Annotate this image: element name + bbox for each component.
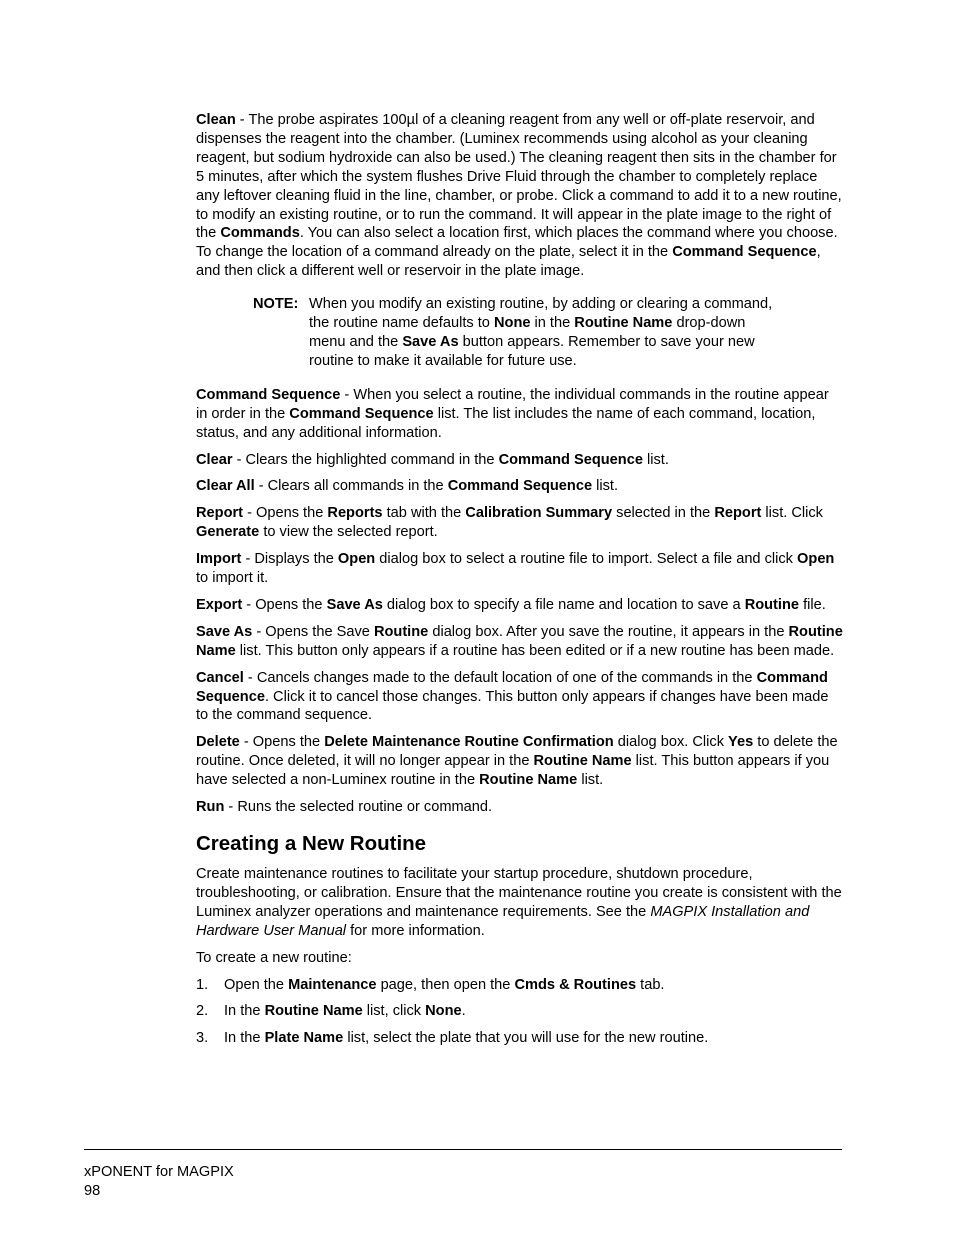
text-run: dialog box. After you save the routine, it appears in the bbox=[428, 623, 789, 640]
text-run: button appears. Remember to save your new routine to make it available for future use. bbox=[309, 333, 755, 369]
text-run: - The probe aspirates 100µl of a cleaning reagent from any well or off-plate reservoir, and dispenses the reagent into the chamber. (Luminex recommends using alcohol as your cleaning reagent, but sodium hydroxide can also be used.) The cleaning reagent then sits in the chamber for 5 minutes, after which the system flushes Drive Fluid through the chamber to completely replace any leftover cleaning fluid in the line, chamber, or probe. Click a command to add it to a new routine, to modify an existing routine, or to run the command. It will appear in the plate image to the right of the bbox=[196, 112, 842, 242]
bold-term: Command Sequence bbox=[498, 451, 643, 468]
section-heading: Creating a New Routine bbox=[196, 832, 427, 855]
text-run: - Displays the bbox=[241, 551, 338, 568]
bold-term: Routine Name bbox=[264, 1003, 363, 1020]
text-run: list. This button appears if you have selected a non-Luminex routine in the bbox=[196, 753, 830, 789]
definition-export bbox=[196, 596, 844, 615]
note-label: NOTE: bbox=[253, 296, 299, 313]
definition-delete bbox=[196, 733, 844, 790]
bold-term: Commands bbox=[220, 225, 300, 242]
bold-term: Import bbox=[196, 551, 242, 568]
text-run: - Cancels changes made to the default location of one of the commands in the bbox=[243, 669, 757, 686]
step-item bbox=[196, 1029, 844, 1048]
text-run: - Clears the highlighted command in the bbox=[232, 451, 499, 468]
text-run: list. bbox=[642, 451, 669, 468]
definition-report bbox=[196, 504, 844, 542]
text-run: tab. bbox=[636, 976, 665, 993]
text-run: In the bbox=[224, 1003, 265, 1020]
text-run: - When you select a routine, the individual commands in the routine appear in order in the bbox=[196, 386, 829, 422]
text-run: - Opens the bbox=[239, 734, 325, 751]
document-body bbox=[196, 111, 844, 1056]
bold-term: Clean bbox=[196, 112, 236, 128]
text-run: dialog box to select a routine file to import. Select a file and click bbox=[375, 551, 798, 568]
bold-term: Clear bbox=[196, 451, 233, 468]
bold-term: Report bbox=[196, 505, 244, 522]
text-run: list, select the plate that you will use for the new routine. bbox=[343, 1030, 709, 1047]
step-number: 1. bbox=[196, 976, 209, 993]
text-run: . Click it to cancel those changes. This button only appears if changes have been made to the command sequence. bbox=[196, 688, 829, 724]
text-run: - Clears all commands in the bbox=[254, 478, 448, 495]
definition-import bbox=[196, 550, 844, 588]
bold-term: Save As bbox=[326, 596, 383, 613]
page-number: 98 bbox=[84, 1182, 101, 1199]
bold-term: Save As bbox=[402, 333, 459, 350]
bold-term: Reports bbox=[327, 505, 383, 522]
bold-term: None bbox=[425, 1003, 462, 1020]
text-run: to delete the routine. Once deleted, it will no longer appear in the bbox=[196, 734, 838, 770]
step-number: 2. bbox=[196, 1003, 209, 1020]
text-run: - Opens the bbox=[242, 596, 327, 613]
text-run: list, click bbox=[362, 1003, 426, 1020]
bold-term: None bbox=[493, 315, 531, 332]
text-run: , and then click a different well or reservoir in the plate image. bbox=[196, 244, 821, 280]
bold-term: Open bbox=[337, 551, 376, 568]
text-run: in the bbox=[530, 315, 575, 332]
text-run: dialog box to specify a file name and location to save a bbox=[382, 596, 745, 613]
note-box bbox=[253, 295, 844, 371]
clean-paragraph bbox=[196, 111, 844, 281]
text-run: selected in the bbox=[612, 505, 715, 522]
definition-clear-all bbox=[196, 477, 844, 496]
bold-term: Routine Name bbox=[533, 753, 632, 770]
bold-term: Generate bbox=[196, 524, 260, 541]
text-run: page, then open the bbox=[376, 976, 515, 993]
bold-term: Routine Name bbox=[479, 772, 578, 789]
bold-term: Save As bbox=[196, 623, 253, 640]
page-footer bbox=[84, 1163, 234, 1200]
bold-term: Command Sequence bbox=[672, 244, 817, 261]
text-run: drop-down menu and the bbox=[309, 315, 746, 350]
text-run: list. This button only appears if a routine has been edited or if a new routine has been made. bbox=[235, 642, 835, 659]
text-run: - Opens the bbox=[243, 505, 328, 522]
text-run: Create maintenance routines to facilitate your startup procedure, shutdown procedure, troubleshooting, or calibration. Ensure that the maintenance routine you create is consistent with the Luminex analyzer operations and maintenance requirements. See the bbox=[196, 866, 842, 920]
text-run: file. bbox=[799, 596, 826, 613]
text-run: Open the bbox=[224, 976, 289, 993]
definition-command-sequence bbox=[196, 386, 844, 443]
text-run: . You can also select a location first, which places the command where you choose. To change the location of a command already on the plate, select it in the bbox=[196, 225, 838, 261]
bold-term: Yes bbox=[728, 734, 754, 751]
text-run: - Runs the selected routine or command. bbox=[224, 799, 493, 816]
bold-term: Plate Name bbox=[264, 1030, 344, 1047]
bold-term: Report bbox=[714, 505, 762, 522]
definition-cancel bbox=[196, 669, 844, 726]
text-run: for more information. bbox=[346, 922, 485, 939]
bold-term: Delete bbox=[196, 734, 240, 751]
text-run: list. The list includes the name of each command, location, status, and any additional information. bbox=[196, 405, 816, 441]
step-item bbox=[196, 976, 844, 995]
step-number: 3. bbox=[196, 1030, 209, 1047]
bold-term: Run bbox=[196, 799, 225, 816]
note-text bbox=[309, 295, 779, 371]
text-run: to import it. bbox=[196, 570, 269, 587]
bold-term: Maintenance bbox=[288, 976, 377, 993]
text-run: list. Click bbox=[761, 505, 823, 522]
bold-term: Calibration Summary bbox=[465, 505, 613, 522]
text-run: list. bbox=[592, 478, 619, 495]
step-text bbox=[224, 1029, 708, 1048]
text-run: - Opens the Save bbox=[252, 623, 374, 640]
bold-term: Routine bbox=[373, 623, 429, 640]
bold-term: Routine Name bbox=[574, 315, 673, 332]
text-run: tab with the bbox=[382, 505, 466, 522]
bold-term: Command Sequence bbox=[196, 669, 828, 705]
steps-list bbox=[196, 976, 844, 1049]
definition-list bbox=[196, 386, 844, 817]
text-run: to view the selected report. bbox=[259, 524, 438, 541]
bold-term: Command Sequence bbox=[289, 405, 434, 422]
bold-term: Cmds & Routines bbox=[514, 976, 637, 993]
bold-term: Cancel bbox=[196, 669, 244, 686]
definition-save-as bbox=[196, 623, 844, 661]
bold-term: Export bbox=[196, 596, 243, 613]
bold-term: Routine bbox=[744, 596, 800, 613]
definition-clear bbox=[196, 451, 844, 470]
definition-run bbox=[196, 798, 844, 817]
text-run: list. bbox=[577, 772, 604, 789]
step-item bbox=[196, 1002, 844, 1021]
footer-divider bbox=[84, 1149, 842, 1150]
text-run: When you modify an existing routine, by adding or clearing a command, the routine name defaults to bbox=[309, 296, 773, 332]
text-run: In the bbox=[224, 1030, 265, 1047]
step-text bbox=[224, 976, 665, 995]
step-text bbox=[224, 1002, 466, 1021]
bold-term: Command Sequence bbox=[196, 386, 341, 403]
intro-paragraph bbox=[196, 865, 844, 941]
bold-term: Command Sequence bbox=[447, 478, 593, 495]
bold-term: Clear All bbox=[196, 478, 255, 495]
italic-title: MAGPIX Installation and Hardware User Manual bbox=[196, 903, 810, 939]
footer-title: xPONENT for MAGPIX bbox=[84, 1164, 234, 1180]
bold-term: Delete Maintenance Routine Confirmation bbox=[324, 734, 614, 751]
bold-term: Open bbox=[797, 551, 835, 568]
to-create-line: To create a new routine: bbox=[196, 949, 352, 966]
bold-term: Routine Name bbox=[196, 623, 843, 659]
text-run: . bbox=[461, 1003, 466, 1020]
text-run: dialog box. Click bbox=[613, 734, 729, 751]
